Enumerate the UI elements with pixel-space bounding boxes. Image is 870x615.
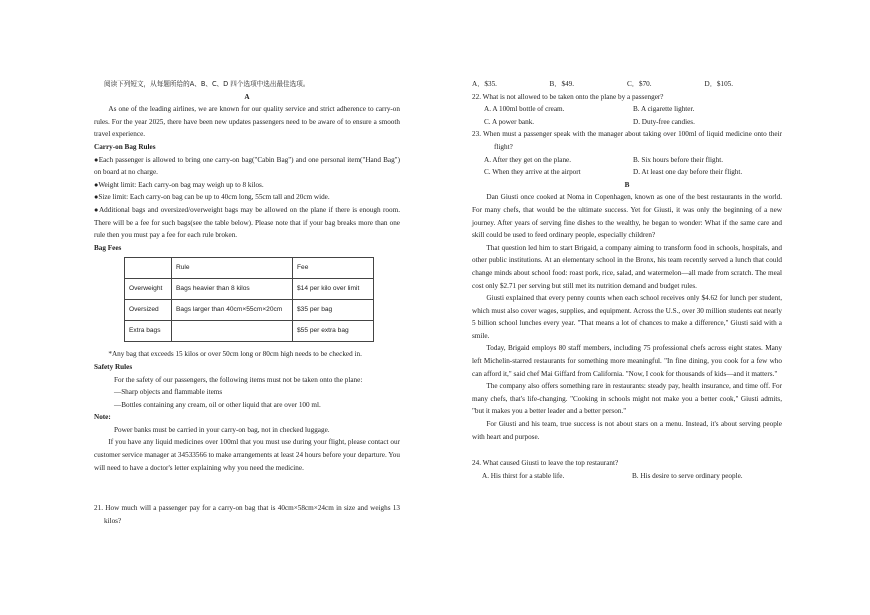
question-24-options <box>472 470 782 483</box>
bag-fees-table <box>124 257 374 342</box>
table-footnote: *Any bag that exceeds 15 kilos or over 50cm long or 80cm high needs to be checked in. <box>108 350 362 359</box>
option-b[interactable]: B. Six hours before their flight. <box>633 155 724 164</box>
option-b[interactable]: B. A cigarette lighter. <box>633 105 695 114</box>
table-header-cell: Fee <box>293 258 374 279</box>
table-cell: Overweight <box>125 279 172 300</box>
left-column <box>94 78 400 527</box>
passage-b-paragraph: For Giusti and his team, true success is not about stars on a menu. Instead, it's about serving people with heart and purpose. <box>472 420 782 441</box>
table-cell: $55 per extra bag <box>293 321 374 342</box>
right-column <box>472 78 782 482</box>
table-cell: $14 per kilo over limit <box>293 279 374 300</box>
table-header-cell: Rule <box>172 258 293 279</box>
table-row <box>125 321 374 342</box>
passage-b-paragraph: Dan Giusti once cooked at Noma in Copenhagen, known as one of the best restaurants in the world. For many chefs, that would be the ultimate success. Yet for Giusti, it was only the beginning of a new journey. After years of serving fine dishes to the wealthy, he began to wonder: What if the same care and skill could be used to feed ordinary people, especially children? <box>472 193 782 240</box>
option-b[interactable]: B. His desire to serve ordinary people. <box>632 471 743 480</box>
safety-item: —Bottles containing any cream, oil or other liquid that are over 100 ml. <box>114 400 321 409</box>
table-cell: Bags larger than 40cm×55cm×20cm <box>172 300 293 321</box>
option-c[interactable]: C. When they arrive at the airport <box>484 168 581 177</box>
passage-a-intro: As one of the leading airlines, we are known for our quality service and strict adherence to carry-on rules. For the year 2025, there have been new updates passengers need to be aware of to ensure a smooth travel experience. <box>94 105 400 139</box>
bag-fees-heading: Bag Fees <box>94 243 122 252</box>
option-d[interactable]: D. At least one day before their flight. <box>633 168 743 177</box>
note-power-banks: Power banks must be carried in your carry-on bag, not in checked luggage. <box>114 425 330 434</box>
table-cell: Bags heavier than 8 kilos <box>172 279 293 300</box>
table-row <box>125 300 374 321</box>
passage-b-paragraph: Today, Brigaid employs 80 staff members, including 75 professional chefs across eight states. Many left Michelin-starred restaurants for something more meaningful. "In fine dining, you cook for a few who can afford it," said chef Mai Giffard from California. "Now, I cook for thousands of kids—and it matters." <box>472 344 782 378</box>
rule-item: ●Weight limit: Each carry-on bag may weigh up to 8 kilos. <box>94 180 264 189</box>
option-d[interactable]: D．$105. <box>704 80 734 88</box>
section-instruction: 阅读下列短文，从每题所给的A、B、C、D 四个选项中选出最佳选项。 <box>104 80 310 88</box>
question-21-options <box>472 78 782 91</box>
table-row <box>125 279 374 300</box>
safety-heading: Safety Rules <box>94 362 133 371</box>
carry-on-heading: Carry-on Bag Rules <box>94 142 156 151</box>
rule-item: ●Additional bags and oversized/overweight bags may be allowed on the plane if there is enough room. There will be a fee for such bags(see the table below). Please note that if your bag breaks more than one rule then you must pay a fee for each rule broken. <box>94 205 400 240</box>
option-a[interactable]: A. His thirst for a stable life. <box>482 471 565 480</box>
note-heading: Note: <box>94 413 111 422</box>
rule-item: ●Each passenger is allowed to bring one carry-on bag("Cabin Bag") and one personal item("Hand Bag") on board at no charge. <box>94 155 400 177</box>
table-cell: $35 per bag <box>293 300 374 321</box>
question-23: 23. When must a passenger speak with the manager about taking over 100ml of liquid medicine onto their flight? <box>472 130 782 151</box>
passage-a-label: A <box>244 92 250 101</box>
table-header-row <box>125 258 374 279</box>
option-d[interactable]: D. Duty-free candies. <box>633 117 695 126</box>
passage-b-paragraph: Giusti explained that every penny counts when each school receives only $4.62 for lunch per student, which must also cover wages, supplies, and equipment. Across the U.S., over 30 million students eat nearly 5 billion school lunches every year. "That means a lot of chances to make a difference," Giusti said with a smile. <box>472 294 782 340</box>
passage-b-paragraph: That question led him to start Brigaid, a company aiming to transform food in schools, hospitals, and other public institutions. At an elementary school in the Bronx, his team recently served a lunch that could change minds about school food: roast pork, rice, salad, and watermelon—all made from scratch. The meal cost only $2.71 per serving but still met its nutrition demand and budget rules. <box>472 243 782 290</box>
safety-item: —Sharp objects and flammable items <box>114 388 223 397</box>
question-23-options-row1 <box>472 154 782 167</box>
question-22: 22. What is not allowed to be taken onto the plane by a passenger? <box>472 92 664 101</box>
option-c[interactable]: C．$70. <box>627 80 652 88</box>
table-header-cell <box>125 258 172 279</box>
passage-b-paragraph: The company also offers something rare in restaurants: steady pay, health insurance, and time off. For many chefs, that's life-changing. "Cooking in schools might not make you a better cook," Giusti admits, "but it makes you a better leader and a better person." <box>472 382 782 416</box>
option-b[interactable]: B．$49. <box>549 80 575 88</box>
table-cell <box>172 321 293 342</box>
rule-item: ●Size limit: Each carry-on bag can be up to 40cm long, 55cm tall and 20cm wide. <box>94 193 330 202</box>
option-a[interactable]: A. After they get on the plane. <box>484 155 572 164</box>
table-cell: Extra bags <box>125 321 172 342</box>
question-22-options-row2 <box>472 116 782 129</box>
passage-b-label: B <box>624 180 630 189</box>
question-22-options-row1 <box>472 103 782 116</box>
note-medicine: If you have any liquid medicines over 100ml that you must use during your flight, please contact our customer service manager at 34533566 to make arrangements at least 24 hours before your departure. You will need to have a doctor's letter explaining why you need the medicine. <box>94 438 400 472</box>
question-24: 24. What caused Giusti to leave the top restaurant? <box>472 459 619 468</box>
option-c[interactable]: C. A power bank. <box>484 117 535 126</box>
option-a[interactable]: A. A 100ml bottle of cream. <box>484 105 565 114</box>
question-23-options-row2 <box>472 166 782 179</box>
safety-intro: For the safety of our passengers, the following items must not be taken onto the plane: <box>114 375 363 384</box>
option-a[interactable]: A．$35. <box>472 80 497 88</box>
table-cell: Oversized <box>125 300 172 321</box>
question-21: 21. How much will a passenger pay for a carry-on bag that is 40cm×58cm×24cm in size and weighs 13 kilos? <box>94 504 400 525</box>
